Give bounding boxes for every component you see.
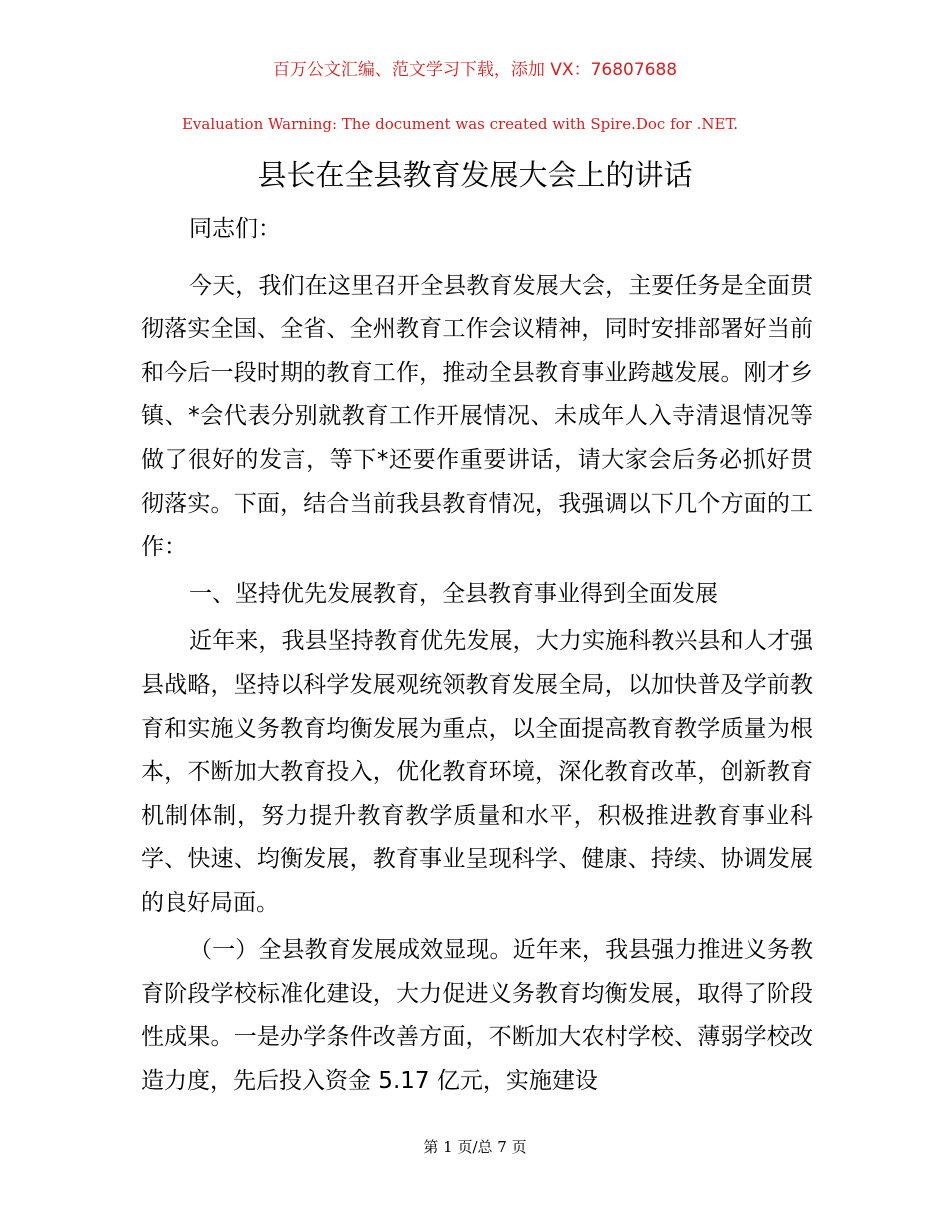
paragraph: 今天，我们在这里召开全县教育发展大会，主要任务是全面贯彻落实全国、全省、全州教育工作会议精神，同时安排部署好当前和今后一段时期的教育工作，推动全县教育事业跨越发展。刚才乡镇、*会代表分别就教育工作开展情况、未成年人入寺清退情况等做了很好的发言，等下*还要作重要讲话，请大家会后务必抓好贯彻落实。下面，结合当前我县教育情况，我强调以下几个方面的工作： bbox=[141, 272, 813, 561]
evaluation-warning: Evaluation Warning: The document was created with Spire.Doc for .NET. bbox=[181, 115, 739, 133]
document-body bbox=[141, 208, 813, 1107]
page-number-footer: 第 1 页/总 7 页 bbox=[423, 1138, 527, 1156]
section-heading: 一、坚持优先发展教育，全县教育事业得到全面发展 bbox=[189, 581, 718, 608]
paragraph: （一）全县教育发展成效显现。近年来，我县强力推进义务教育阶段学校标准化建设，大力促进义务教育均衡发展，取得了阶段性成果。一是办学条件改善方面，不断加大农村学校、薄弱学校改造力度，先后投入资金 5.17 亿元，实施建设 bbox=[141, 937, 813, 1094]
header-watermark: 百万公文汇编、范文学习下载，添加 VX：76807688 bbox=[272, 60, 678, 80]
document-title: 县长在全县教育发展大会上的讲话 bbox=[257, 158, 693, 192]
paragraph: 近年来，我县坚持教育优先发展，大力实施科教兴县和人才强县战略，坚持以科学发展观统领教育发展全局，以加快普及学前教育和实施义务教育均衡发展为重点，以全面提高教育教学质量为根本，不断加大教育投入，优化教育环境，深化教育改革，创新教育机制体制，努力提升教育教学质量和水平，积极推进教育事业科学、快速、均衡发展，教育事业呈现科学、健康、持续、协调发展的良好局面。 bbox=[141, 628, 813, 916]
paragraph-salutation: 同志们： bbox=[189, 216, 281, 242]
